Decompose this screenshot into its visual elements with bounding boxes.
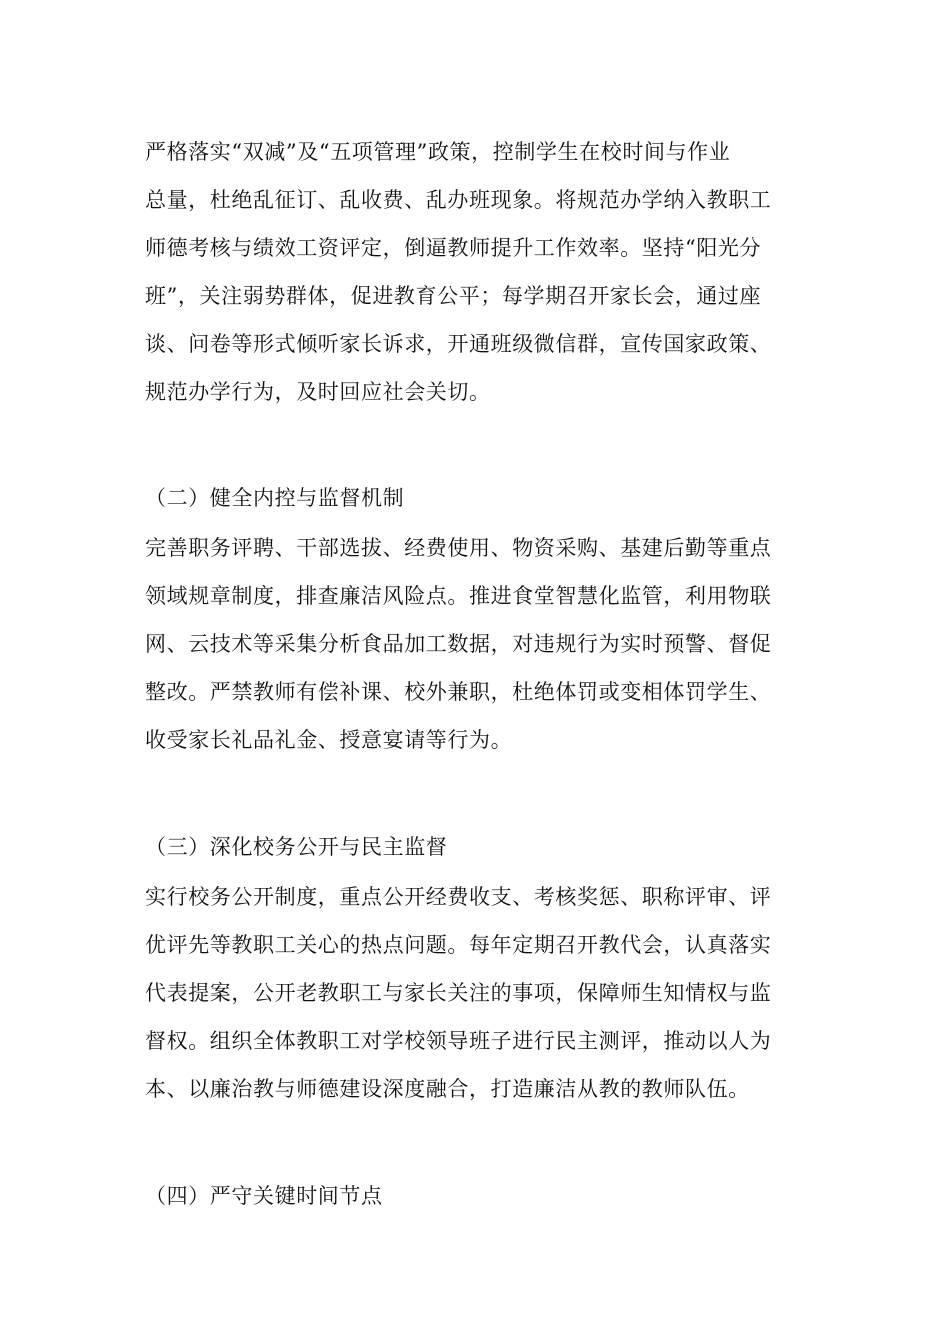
intro-paragraph	[145, 128, 815, 416]
paragraph-line: 规范办学行为，及时回应社会关切。	[145, 380, 491, 404]
paragraph-line: 实行校务公开制度，重点公开经费收支、考核奖惩、职称评审、评	[145, 885, 772, 909]
paragraph-line: 本、以廉治教与师德建设深度融合，打造廉洁从教的教师队伍。	[145, 1077, 750, 1101]
paragraph-line: 谈、问卷等形式倾听家长诉求，开通班级微信群，宣传国家政策、	[145, 332, 772, 356]
paragraph-line: 师德考核与绩效工资评定，倒逼教师提升工作效率。坚持“阳光分	[145, 236, 762, 260]
paragraph-line: 严格落实“双减”及“五项管理”政策，控制学生在校时间与作业	[145, 140, 731, 164]
paragraph-line: 总量，杜绝乱征订、乱收费、乱办班现象。将规范办学纳入教职工	[145, 188, 772, 212]
paragraph-line: 优评先等教职工关心的热点问题。每年定期召开教代会，认真落实	[145, 933, 772, 957]
paragraph-line: 班”，关注弱势群体，促进教育公平；每学期召开家长会，通过座	[145, 284, 762, 308]
section-heading-3: （三）深化校务公开与民主监督	[145, 835, 448, 859]
section-heading-2: （二）健全内控与监督机制	[145, 486, 405, 510]
paragraph-line: 督权。组织全体教职工对学校领导班子进行民主测评，推动以人为	[145, 1029, 772, 1053]
section-heading-4: （四）严守关键时间节点	[145, 1184, 383, 1208]
paragraph-line: 代表提案，公开老教职工与家长关注的事项，保障师生知情权与监	[145, 981, 772, 1005]
paragraph-line: 领域规章制度，排查廉洁风险点。推进食堂智慧化监管，利用物联	[145, 584, 772, 608]
paragraph-line: 收受家长礼品礼金、授意宴请等行为。	[145, 728, 513, 752]
paragraph-line: 网、云技术等采集分析食品加工数据，对违规行为实时预警、督促	[145, 632, 772, 656]
paragraph-line: 完善职务评聘、干部选拔、经费使用、物资采购、基建后勤等重点	[145, 536, 772, 560]
section-2-paragraph	[145, 524, 815, 764]
paragraph-line: 整改。严禁教师有偿补课、校外兼职，杜绝体罚或变相体罚学生、	[145, 680, 772, 704]
section-3-paragraph	[145, 873, 815, 1113]
